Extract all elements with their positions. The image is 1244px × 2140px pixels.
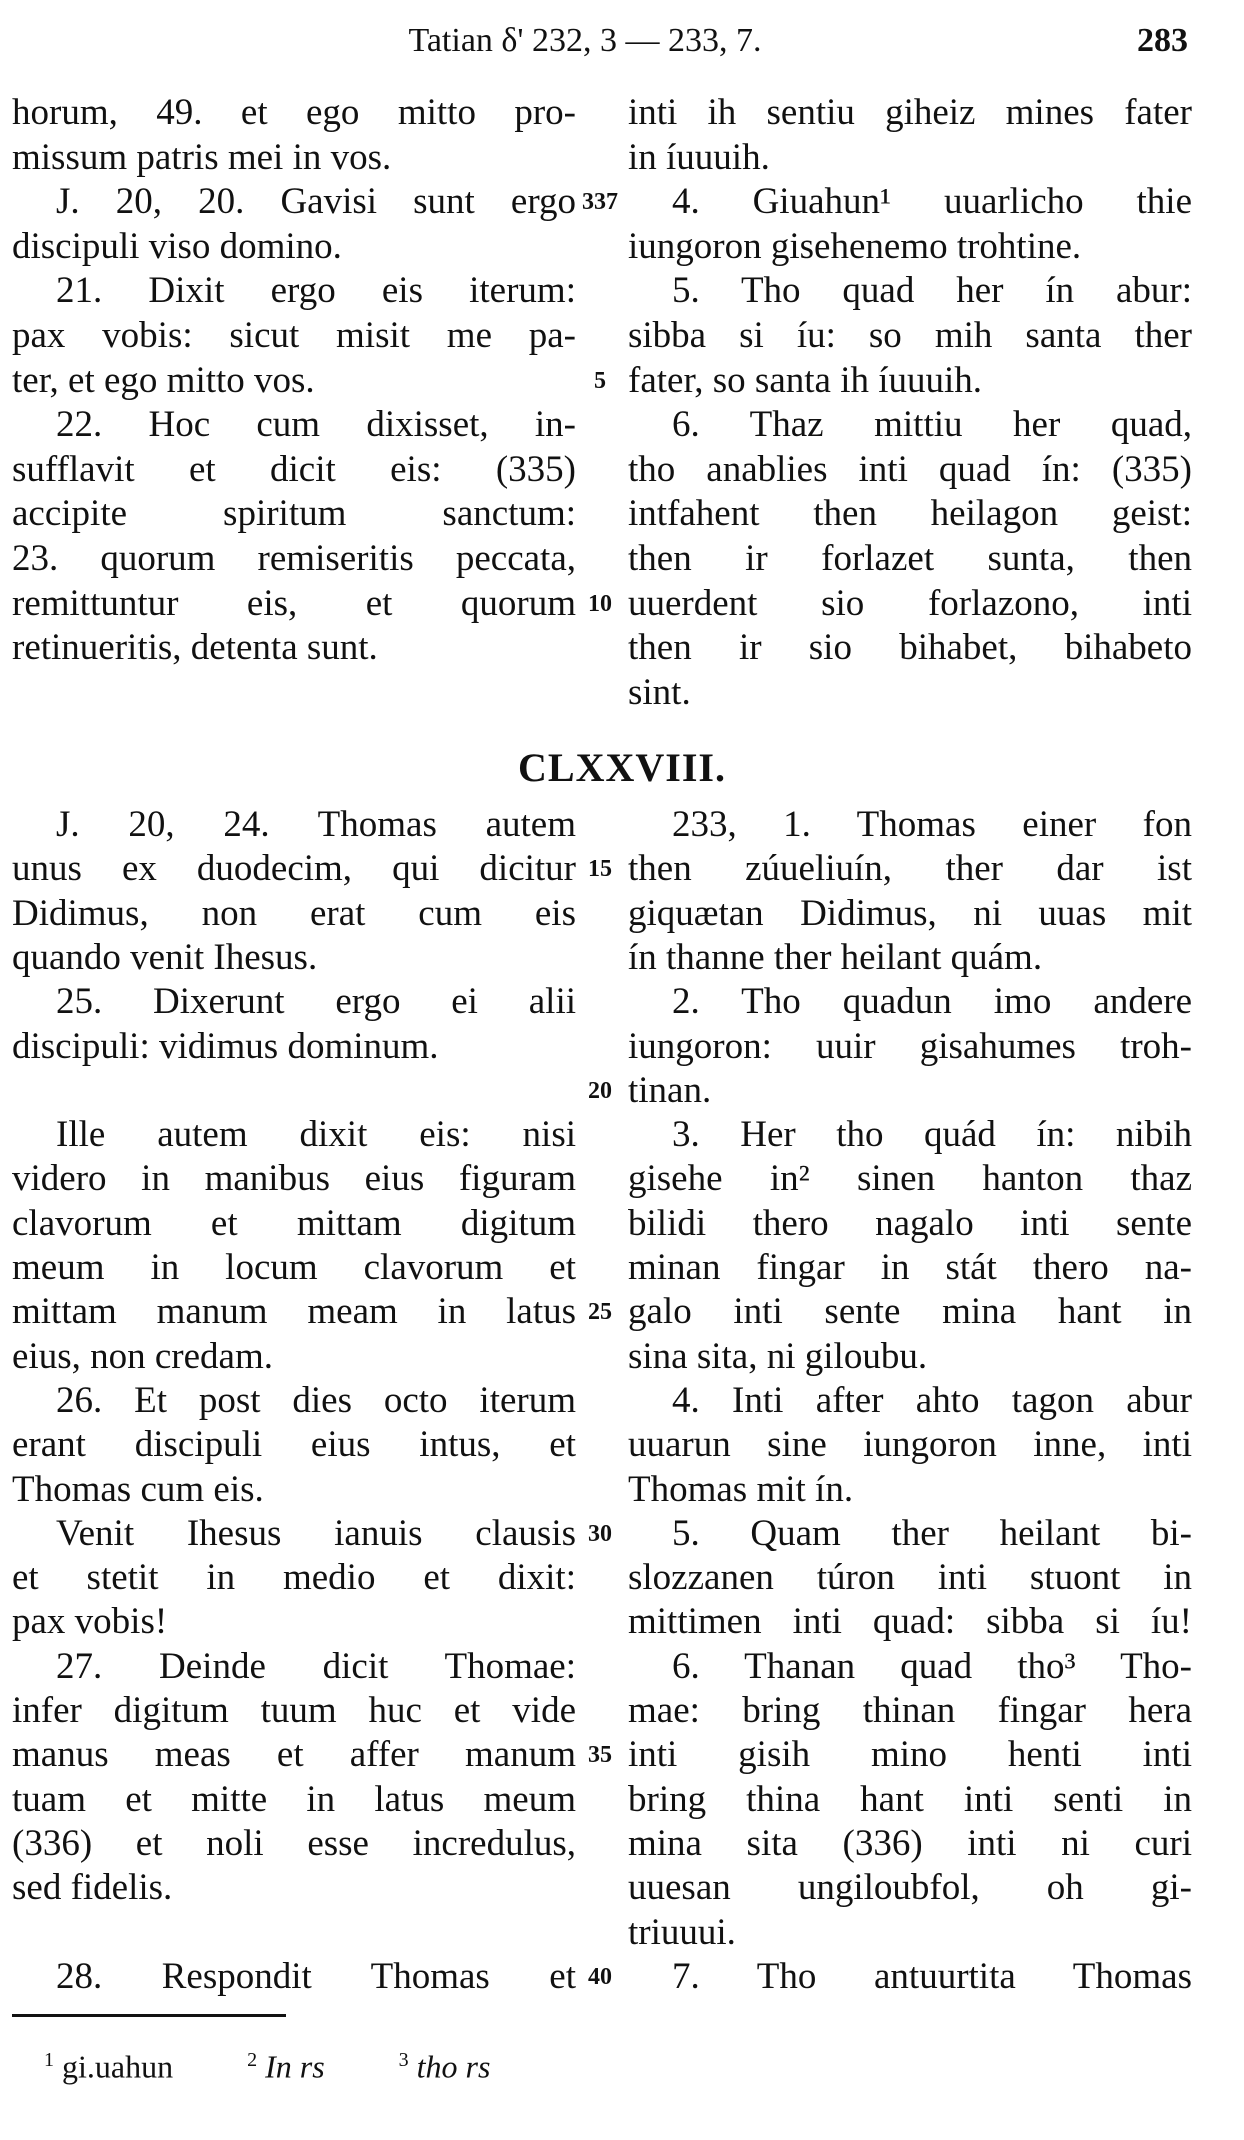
- old-high-german-text: bring thina hant inti senti in: [628, 1779, 1192, 1820]
- old-high-german-text: 2. Tho quadun imo andere: [672, 981, 1192, 1022]
- text-line: [0, 980, 1244, 1024]
- latin-text: accipite spiritum sanctum:: [12, 493, 576, 534]
- page-number: 283: [1137, 22, 1188, 59]
- latin-text: clavorum et mittam digitum: [12, 1203, 576, 1244]
- latin-text: 27. Deinde dicit Thomae:: [56, 1646, 576, 1687]
- footnote-divider: [12, 2014, 286, 2017]
- text-line: [0, 1733, 1244, 1777]
- latin-text: Ille autem dixit eis: nisi: [56, 1114, 576, 1155]
- old-high-german-text: gisehe in² sinen hanton thaz: [628, 1158, 1192, 1199]
- line-number: 40: [588, 1964, 612, 1990]
- old-high-german-text: mina sita (336) inti ni curi: [628, 1823, 1192, 1864]
- text-line: [0, 1157, 1244, 1201]
- text-line: [0, 1069, 1244, 1113]
- footnote-1: [44, 2038, 173, 2089]
- text-line: [0, 537, 1244, 581]
- latin-text: Venit Ihesus ianuis clausis: [56, 1513, 576, 1554]
- old-high-german-text: slozzanen túron inti stuont in: [628, 1557, 1192, 1598]
- old-high-german-text: 4. Giuahun¹ uuarlicho thie: [672, 181, 1192, 222]
- latin-text: Didimus, non erat cum eis: [12, 893, 576, 934]
- text-line: [0, 892, 1244, 936]
- old-high-german-text: then ir sio bihabet, bihabeto: [628, 627, 1192, 668]
- old-high-german-text: mittimen inti quad: sibba si íu!: [628, 1601, 1192, 1642]
- text-line: [0, 1911, 1244, 1955]
- text-line: [0, 1335, 1244, 1379]
- old-high-german-text: ín thanne ther heilant quám.: [628, 937, 1043, 978]
- text-line: [0, 847, 1244, 891]
- text-line: [0, 1955, 1244, 1999]
- old-high-german-text: intfahent then heilagon geist:: [628, 493, 1192, 534]
- text-line: [0, 359, 1244, 403]
- text-line: [0, 1822, 1244, 1866]
- latin-text: 28. Respondit Thomas et: [56, 1956, 576, 1997]
- text-line: [0, 671, 1244, 715]
- latin-text: mittam manum meam in latus: [12, 1291, 576, 1332]
- old-high-german-text: uuesan ungiloubfol, oh gi-: [628, 1867, 1192, 1908]
- old-high-german-text: 3. Her tho quád ín: nibih: [672, 1114, 1192, 1155]
- text-line: [0, 448, 1244, 492]
- footnote-text: tho rs: [416, 2048, 491, 2085]
- text-line: [0, 1512, 1244, 1556]
- old-high-german-text: inti gisih mino henti inti: [628, 1734, 1192, 1775]
- line-number: 20: [588, 1078, 612, 1104]
- latin-text: discipuli viso domino.: [12, 226, 342, 267]
- latin-text: manus meas et affer manum: [12, 1734, 576, 1775]
- latin-text: tuam et mitte in latus meum: [12, 1779, 576, 1820]
- old-high-german-text: then zúueliuín, ther dar ist: [628, 848, 1192, 889]
- footnote-text: In rs: [265, 2048, 325, 2085]
- latin-text: J. 20, 24. Thomas autem: [56, 804, 576, 845]
- text-line: [0, 225, 1244, 269]
- latin-text: sufflavit et dicit eis: (335): [12, 449, 576, 490]
- old-high-german-text: uuerdent sio forlazono, inti: [628, 583, 1192, 624]
- old-high-german-text: inti ih sentiu giheiz mines fater: [628, 92, 1192, 133]
- latin-text: sed fidelis.: [12, 1867, 173, 1908]
- latin-text: erant discipuli eius intus, et: [12, 1424, 576, 1465]
- text-line: [0, 1600, 1244, 1644]
- text-line: [0, 269, 1244, 313]
- text-line: [0, 1246, 1244, 1290]
- footnote-mark: 3: [398, 2049, 409, 2071]
- latin-text: unus ex duodecim, qui dicitur: [12, 848, 576, 889]
- footnote-2: [247, 2038, 325, 2089]
- latin-text: pax vobis!: [12, 1601, 168, 1642]
- text-line: [0, 626, 1244, 670]
- text-line: [0, 1202, 1244, 1246]
- text-line: [0, 1113, 1244, 1157]
- latin-text: horum, 49. et ego mitto pro-: [12, 92, 576, 133]
- line-number: 25: [588, 1299, 612, 1325]
- latin-text: remittuntur eis, et quorum: [12, 583, 576, 624]
- footnote-mark: 2: [247, 2049, 258, 2071]
- old-high-german-text: sina sita, ni giloubu.: [628, 1336, 928, 1377]
- footnotes: [44, 2038, 556, 2089]
- latin-text: quando venit Ihesus.: [12, 937, 318, 978]
- old-high-german-text: 6. Thaz mittiu her quad,: [672, 404, 1192, 445]
- old-high-german-text: sint.: [628, 672, 691, 713]
- old-high-german-text: bilidi thero nagalo inti sente: [628, 1203, 1192, 1244]
- old-high-german-text: galo inti sente mina hant in: [628, 1291, 1192, 1332]
- latin-text: 25. Dixerunt ergo ei alii: [56, 981, 576, 1022]
- footnote-mark: 1: [44, 2049, 54, 2071]
- text-line: [0, 314, 1244, 358]
- latin-text: eius, non credam.: [12, 1336, 273, 1377]
- latin-text: discipuli: vidimus dominum.: [12, 1026, 439, 1067]
- text-line: [0, 1379, 1244, 1423]
- old-high-german-text: then ir forlazet sunta, then: [628, 538, 1192, 579]
- text-line: [0, 1290, 1244, 1334]
- text-line: [0, 492, 1244, 536]
- old-high-german-text: in íuuuih.: [628, 137, 770, 178]
- old-high-german-text: tho anablies inti quad ín: (335): [628, 449, 1192, 490]
- text-line: [0, 1556, 1244, 1600]
- text-line: [0, 1468, 1244, 1512]
- old-high-german-text: 5. Quam ther heilant bi-: [672, 1513, 1192, 1554]
- latin-text: pax vobis: sicut misit me pa-: [12, 315, 576, 356]
- text-line: [0, 1025, 1244, 1069]
- latin-text: 23. quorum remiseritis peccata,: [12, 538, 576, 579]
- running-head: Tatian δ' 232, 3 — 233, 7.: [408, 22, 762, 59]
- old-high-german-text: 5. Tho quad her ín abur:: [672, 270, 1192, 311]
- footnote-text: gi.uahun: [62, 2048, 174, 2085]
- latin-text: 22. Hoc cum dixisset, in-: [56, 404, 576, 445]
- text-line: [0, 582, 1244, 626]
- old-high-german-text: iungoron: uuir gisahumes troh-: [628, 1026, 1192, 1067]
- line-number: 10: [588, 591, 612, 617]
- latin-text: J. 20, 20. Gavisi sunt ergo: [56, 181, 576, 222]
- latin-text: retinueritis, detenta sunt.: [12, 627, 378, 668]
- latin-text: meum in locum clavorum et: [12, 1247, 576, 1288]
- text-line: [0, 1645, 1244, 1689]
- latin-text: et stetit in medio et dixit:: [12, 1557, 576, 1598]
- text-line: [0, 936, 1244, 980]
- old-high-german-text: 7. Tho antuurtita Thomas: [672, 1956, 1192, 1997]
- latin-text: videro in manibus eius figuram: [12, 1158, 576, 1199]
- old-high-german-text: 233, 1. Thomas einer fon: [672, 804, 1192, 845]
- text-line: [0, 1778, 1244, 1822]
- latin-text: ter, et ego mitto vos.: [12, 360, 315, 401]
- old-high-german-text: triuuui.: [628, 1912, 736, 1953]
- old-high-german-text: tinan.: [628, 1070, 712, 1111]
- text-line: [0, 803, 1244, 847]
- text-line: [0, 403, 1244, 447]
- text-line: [0, 1866, 1244, 1910]
- text-line: [0, 136, 1244, 180]
- text-line: [0, 91, 1244, 135]
- latin-text: infer digitum tuum huc et vide: [12, 1690, 576, 1731]
- line-number: 30: [588, 1521, 612, 1547]
- line-number: 5: [594, 368, 606, 394]
- text-line: [0, 1689, 1244, 1733]
- text-line: [0, 180, 1244, 224]
- latin-text: missum patris mei in vos.: [12, 137, 392, 178]
- latin-text: 26. Et post dies octo iterum: [56, 1380, 576, 1421]
- old-high-german-text: 4. Inti after ahto tagon abur: [672, 1380, 1192, 1421]
- latin-text: (336) et noli esse incredulus,: [12, 1823, 576, 1864]
- old-high-german-text: mae: bring thinan fingar hera: [628, 1690, 1192, 1731]
- old-high-german-text: uuarun sine iungoron inne, inti: [628, 1424, 1192, 1465]
- old-high-german-text: minan fingar in stát thero na-: [628, 1247, 1192, 1288]
- old-high-german-text: giquætan Didimus, ni uuas mit: [628, 893, 1192, 934]
- line-number: 337: [582, 189, 618, 215]
- old-high-german-text: 6. Thanan quad tho³ Tho-: [672, 1646, 1192, 1687]
- latin-text: Thomas cum eis.: [12, 1469, 264, 1510]
- old-high-german-text: sibba si íu: so mih santa ther: [628, 315, 1192, 356]
- old-high-german-text: fater, so santa ih íuuuih.: [628, 360, 983, 401]
- footnote-3: [399, 2038, 491, 2089]
- old-high-german-text: Thomas mit ín.: [628, 1469, 854, 1510]
- section-heading: CLXXVIII.: [518, 745, 726, 790]
- old-high-german-text: iungoron gisehenemo trohtine.: [628, 226, 1082, 267]
- text-line: [0, 1423, 1244, 1467]
- latin-text: 21. Dixit ergo eis iterum:: [56, 270, 576, 311]
- line-number: 15: [588, 856, 612, 882]
- line-number: 35: [588, 1742, 612, 1768]
